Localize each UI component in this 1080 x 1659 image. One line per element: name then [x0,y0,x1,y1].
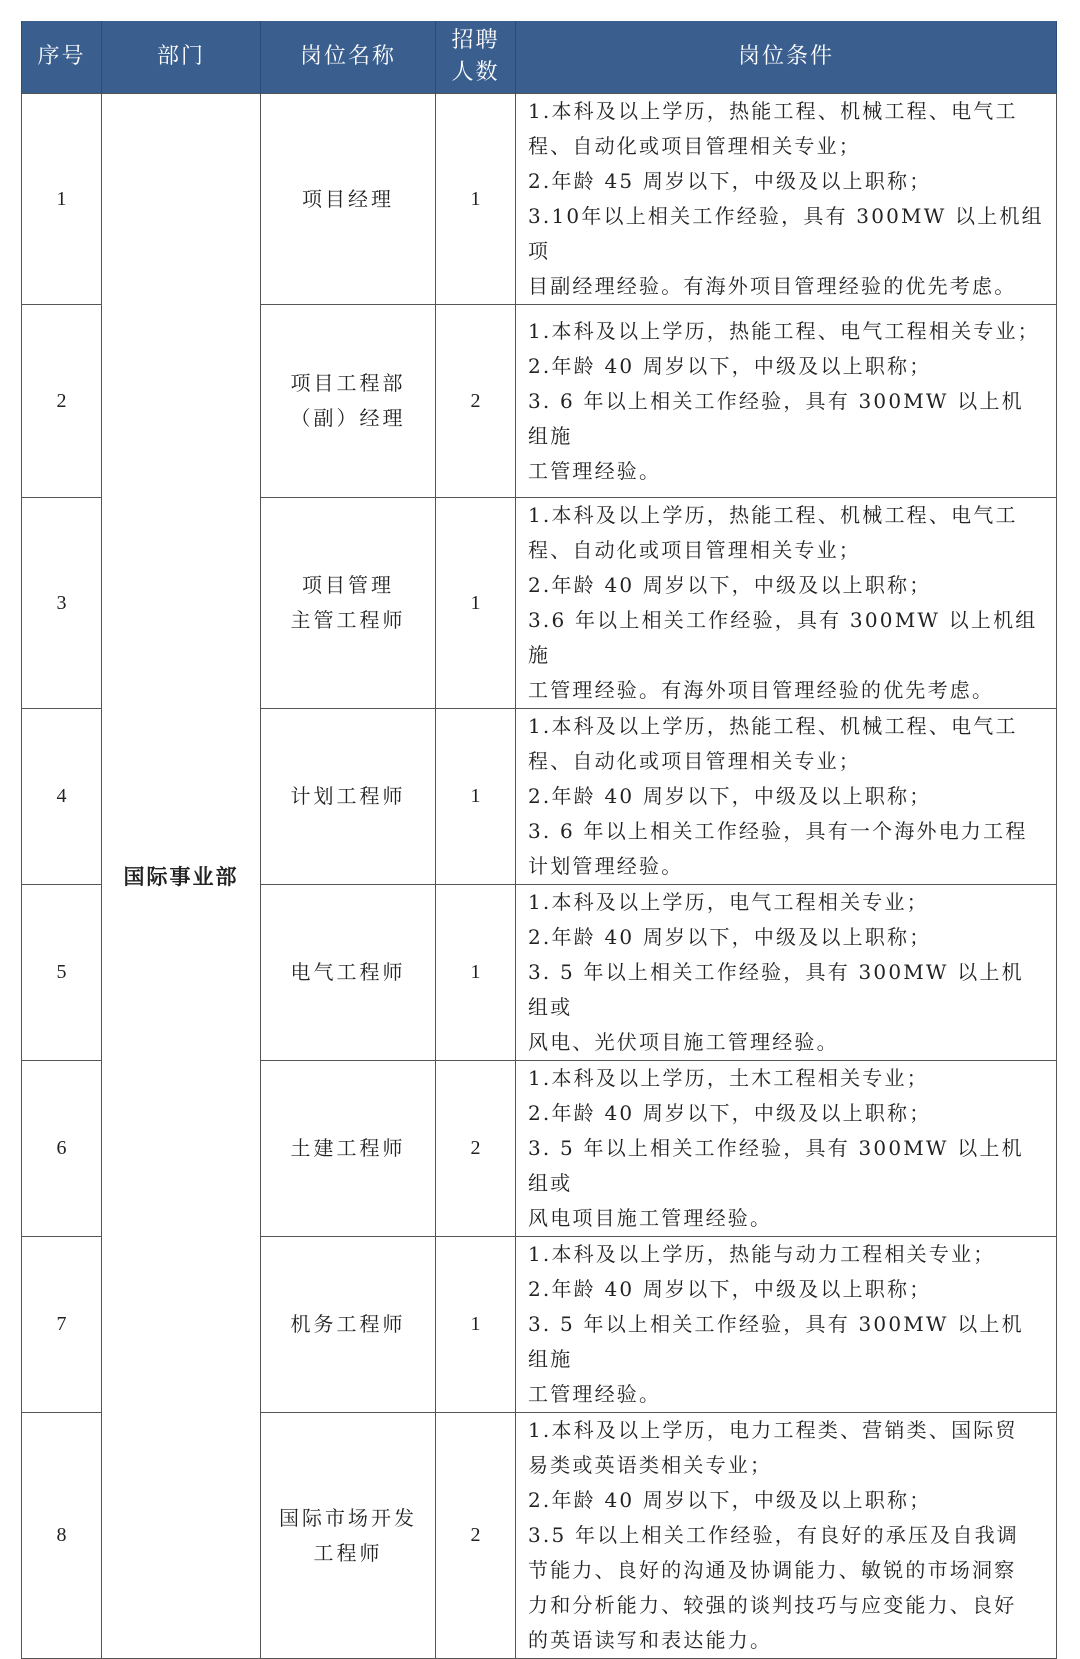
department-cell: 国际事业部 [102,94,261,1659]
table-row [22,94,1057,305]
requirement-line: 节能力、良好的沟通及协调能力、敏锐的市场洞察 [528,1558,1017,1582]
requirement-line: 的英语读写和表达能力。 [528,1628,773,1652]
requirements-cell [516,1413,1057,1659]
position-name: 国际市场开发 [279,1505,417,1530]
requirements-cell [516,709,1057,885]
requirement-line: 3.6 年以上相关工作经验，具有 300MW 以上机组施 [528,608,1038,667]
header-no: 序号 [22,21,102,94]
requirement-line: 3.10年以上相关工作经验，具有 300MW 以上机组项 [528,204,1044,263]
requirement-line: 工管理经验。有海外项目管理经验的优先考虑。 [528,678,995,702]
recruitment-table [21,21,1057,1659]
count-cell: 1 [436,885,516,1061]
header-position: 岗位名称 [261,21,436,94]
recruitment-table-container [21,21,1056,1659]
requirement-line: 工管理经验。 [528,458,662,483]
requirement-line: 2.年龄 40 周岁以下，中级及以上职称； [528,784,932,808]
requirement-line: 程、自动化或项目管理相关专业； [528,749,861,773]
requirement-line: 3. 5 年以上相关工作经验，具有 300MW 以上机组或 [528,1136,1024,1195]
position-name: 项目工程部 [290,371,406,395]
requirement-line: 1.本科及以上学历，热能与动力工程相关专业； [528,1242,996,1266]
requirement-line: 1.本科及以上学历，土木工程相关专业； [528,1066,929,1090]
position-name: 机务工程师 [290,1312,406,1336]
requirement-line: 1.本科及以上学历，热能工程、机械工程、电气工 [528,99,1018,123]
requirements-cell [516,1237,1057,1413]
requirement-line: 2.年龄 40 周岁以下，中级及以上职称； [528,925,932,949]
requirement-line: 1.本科及以上学历，电力工程类、营销类、国际贸 [528,1418,1018,1442]
requirement-line: 工管理经验。 [528,1382,662,1406]
position-cell [261,94,436,305]
count-cell: 1 [436,1237,516,1413]
requirement-line: 3. 5 年以上相关工作经验，具有 300MW 以上机组施 [528,1312,1024,1371]
row-no: 6 [22,1061,102,1237]
row-no: 5 [22,885,102,1061]
position-cell [261,885,436,1061]
header-requirements: 岗位条件 [516,21,1057,94]
position-name: 项目管理 [302,573,394,597]
requirement-line: 目副经理经验。有海外项目管理经验的优先考虑。 [528,274,1017,298]
position-name: 主管工程师 [290,608,406,632]
requirement-line: 力和分析能力、较强的谈判技巧与应变能力、良好 [528,1593,1017,1617]
table-body [22,94,1057,1659]
row-no: 1 [22,94,102,305]
count-cell: 2 [436,1061,516,1237]
count-cell: 2 [436,1413,516,1659]
header-count-line2: 人数 [451,60,500,85]
requirement-line: 2.年龄 45 周岁以下，中级及以上职称； [528,169,932,193]
requirement-line: 3. 5 年以上相关工作经验，具有 300MW 以上机组或 [528,960,1024,1019]
requirement-line: 3. 6 年以上相关工作经验，具有 300MW 以上机组施 [528,388,1024,448]
requirements-cell [516,498,1057,709]
position-name: 计划工程师 [290,784,406,808]
requirements-cell [516,305,1057,498]
position-cell [261,1413,436,1659]
row-no: 3 [22,498,102,709]
count-cell: 1 [436,498,516,709]
row-no: 7 [22,1237,102,1413]
requirement-line: 2.年龄 40 周岁以下，中级及以上职称； [528,1101,932,1125]
position-cell [261,498,436,709]
requirement-line: 计划管理经验。 [528,854,684,878]
position-name: 电气工程师 [290,960,406,984]
requirement-line: 程、自动化或项目管理相关专业； [528,538,861,562]
requirement-line: 2.年龄 40 周岁以下，中级及以上职称； [528,573,932,597]
position-cell [261,1237,436,1413]
header-dept: 部门 [102,21,261,94]
requirement-line: 程、自动化或项目管理相关专业； [528,134,861,158]
position-cell [261,709,436,885]
position-name: 项目经理 [302,186,394,211]
count-cell: 1 [436,709,516,885]
header-count-line1: 招聘 [451,28,500,53]
position-name: 土建工程师 [290,1136,406,1160]
requirement-line: 3. 6 年以上相关工作经验，具有一个海外电力工程 [528,819,1028,843]
row-no: 8 [22,1413,102,1659]
requirements-cell [516,1061,1057,1237]
requirement-line: 1.本科及以上学历，热能工程、机械工程、电气工 [528,714,1018,738]
requirements-cell [516,885,1057,1061]
row-no: 4 [22,709,102,885]
requirement-line: 风电项目施工管理经验。 [528,1206,773,1230]
requirement-line: 1.本科及以上学历，电气工程相关专业； [528,890,929,914]
position-cell [261,305,436,498]
requirement-line: 2.年龄 40 周岁以下，中级及以上职称； [528,1488,932,1512]
count-cell: 2 [436,305,516,498]
row-no: 2 [22,305,102,498]
requirement-line: 2.年龄 40 周岁以下，中级及以上职称； [528,353,932,378]
requirement-line: 易类或英语类相关专业； [528,1453,773,1477]
position-name: （副）经理 [290,406,406,430]
requirement-line: 3.5 年以上相关工作经验，有良好的承压及自我调 [528,1523,1019,1547]
table-header [22,21,1057,94]
requirements-cell [516,94,1057,305]
requirement-line: 风电、光伏项目施工管理经验。 [528,1030,839,1054]
position-name: 工程师 [313,1540,383,1565]
requirement-line: 1.本科及以上学历，热能工程、电气工程相关专业； [528,318,1040,343]
header-count [436,21,516,94]
requirement-line: 1.本科及以上学历，热能工程、机械工程、电气工 [528,503,1018,527]
count-cell: 1 [436,94,516,305]
requirement-line: 2.年龄 40 周岁以下，中级及以上职称； [528,1277,932,1301]
position-cell [261,1061,436,1237]
